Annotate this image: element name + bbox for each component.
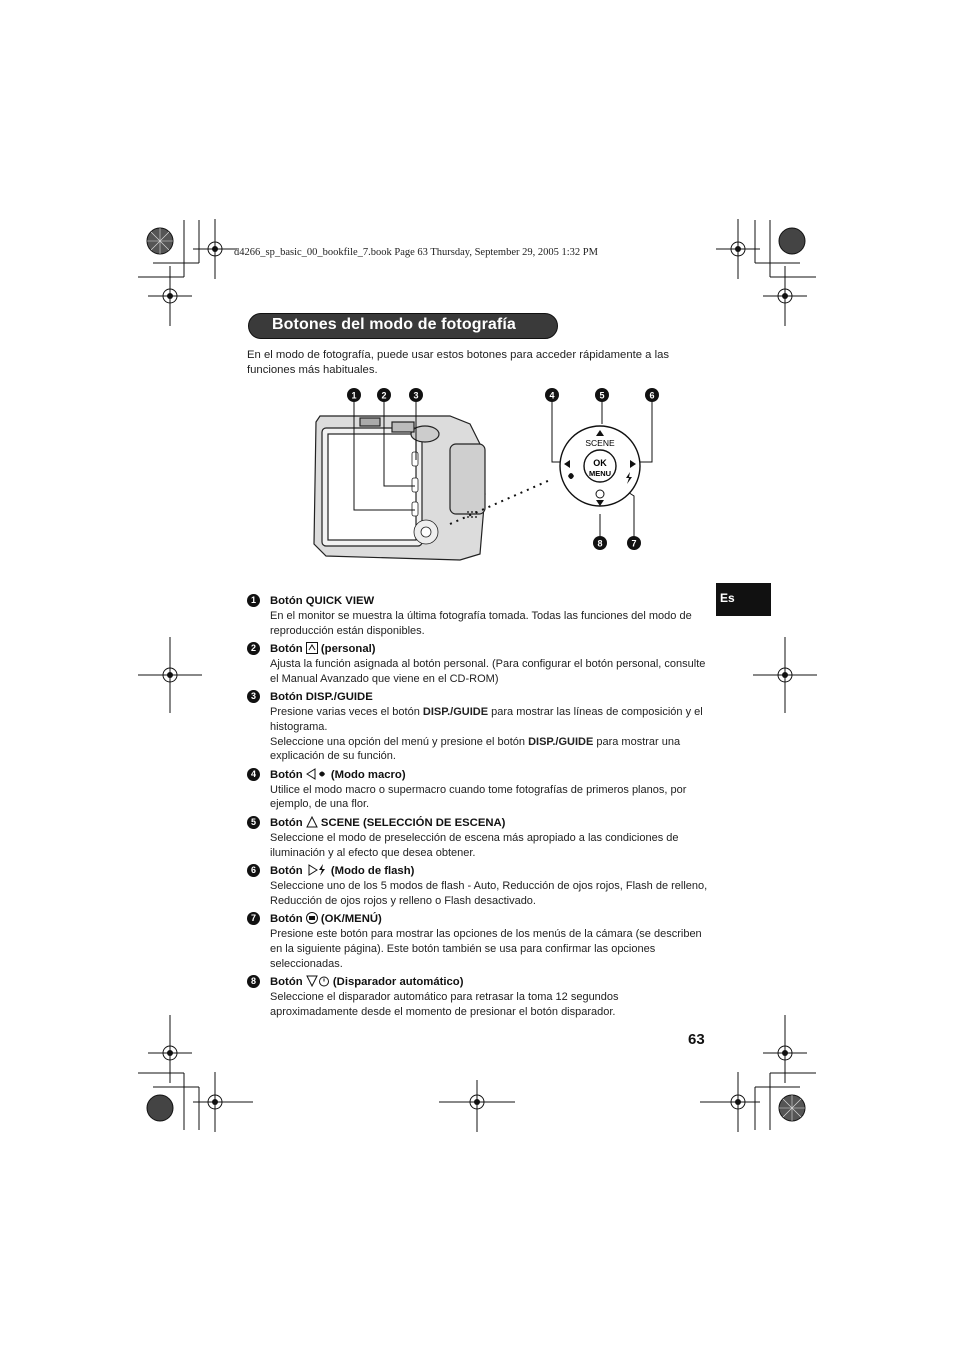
item-title: Botón DISP./GUIDE — [270, 691, 373, 704]
item-number: 8 — [247, 975, 260, 988]
right-flash-icon — [306, 864, 328, 876]
item-number: 2 — [247, 642, 260, 655]
list-item — [247, 593, 709, 638]
callout-5: 5 — [599, 390, 605, 401]
item-description: Seleccione uno de los 5 modos de flash - Auto, Reducción de ojos rojos, Flash de relleno, Reducción de ojos rojos y relleno o Flash desactivado. — [270, 880, 708, 907]
item-title: Botón SCENE (SELECCIÓN DE ESCENA) — [270, 816, 506, 829]
callout-7: 7 — [631, 538, 637, 549]
file-header-line: d4266_sp_basic_00_bookfile_7.book Page 63 Thursday, September 29, 2005 1:32 PM — [234, 247, 598, 258]
item-title: Botón (Modo macro) — [270, 768, 406, 781]
callout-6: 6 — [649, 390, 655, 401]
item-number: 6 — [247, 864, 260, 877]
item-description: Seleccione una opción del menú y presione el botón DISP./GUIDE para mostrar una explicación de su función. — [270, 735, 681, 763]
custom-button-icon — [306, 642, 318, 654]
ok-menu-icon — [306, 912, 318, 924]
item-title: Botón (OK/MENÚ) — [270, 913, 382, 926]
button-descriptions-list — [247, 593, 709, 1022]
dial-scene-label: SCENE — [585, 438, 615, 448]
item-number: 4 — [247, 768, 260, 781]
item-description: Seleccione el disparador automático para retrasar la toma 12 segundos aproximadamente desde el momento de presionar el botón disparador. — [270, 991, 619, 1018]
list-item — [247, 689, 709, 763]
item-description: Seleccione el modo de preselección de escena más apropiado a las condiciones de iluminación y al efecto que desea obtener. — [270, 831, 679, 859]
item-title: Botón (Modo de flash) — [270, 865, 415, 878]
list-item — [247, 974, 709, 1019]
list-item — [247, 815, 709, 860]
item-number: 3 — [247, 690, 260, 703]
dial-ok-label: OK — [593, 458, 607, 468]
list-item — [247, 911, 709, 971]
item-title: Botón (Disparador automático) — [270, 976, 464, 989]
item-description: Presione varias veces el botón DISP./GUIDE para mostrar las líneas de composición y el histograma. — [270, 706, 703, 733]
list-item — [247, 767, 709, 812]
page-number: 63 — [688, 1031, 705, 1048]
intro-paragraph: En el modo de fotografía, puede usar estos botones para acceder rápidamente a las funciones más habituales. — [247, 349, 670, 376]
callout-8: 8 — [597, 538, 603, 549]
item-number: 7 — [247, 912, 260, 925]
item-title: Botón QUICK VIEW — [270, 595, 375, 607]
item-number: 5 — [247, 816, 260, 829]
item-number: 1 — [247, 594, 260, 607]
callout-3: 3 — [413, 390, 419, 401]
down-self-timer-icon — [306, 975, 330, 987]
callout-1: 1 — [351, 390, 357, 401]
dial-menu-label: MENU — [588, 469, 612, 478]
item-description: Presione este botón para mostrar las opciones de los menús de la cámara (se describen en la siguiente página). Este botón también se usa para confirmar las opciones seleccionadas. — [270, 928, 702, 970]
item-description: Utilice el modo macro o supermacro cuando tome fotografías de primeros planos, por ejemplo, de una flor. — [270, 783, 687, 811]
item-description: En el monitor se muestra la última fotografía tomada. Todas las funciones del modo de reproducción están disponibles. — [270, 610, 692, 637]
left-macro-icon — [306, 768, 328, 780]
up-triangle-icon — [306, 816, 318, 828]
item-title: Botón (personal) — [270, 643, 376, 656]
language-tab-label: Es — [720, 591, 735, 605]
callout-4: 4 — [549, 390, 555, 401]
callout-2: 2 — [381, 390, 387, 401]
list-item — [247, 863, 709, 908]
camera-buttons-diagram — [300, 384, 660, 564]
item-description: Ajusta la función asignada al botón personal. (Para configurar el botón personal, consulte el Manual Avanzado que viene en el CD-ROM) — [270, 658, 706, 685]
list-item — [247, 641, 709, 686]
section-title: Botones del modo de fotografía — [272, 316, 516, 333]
